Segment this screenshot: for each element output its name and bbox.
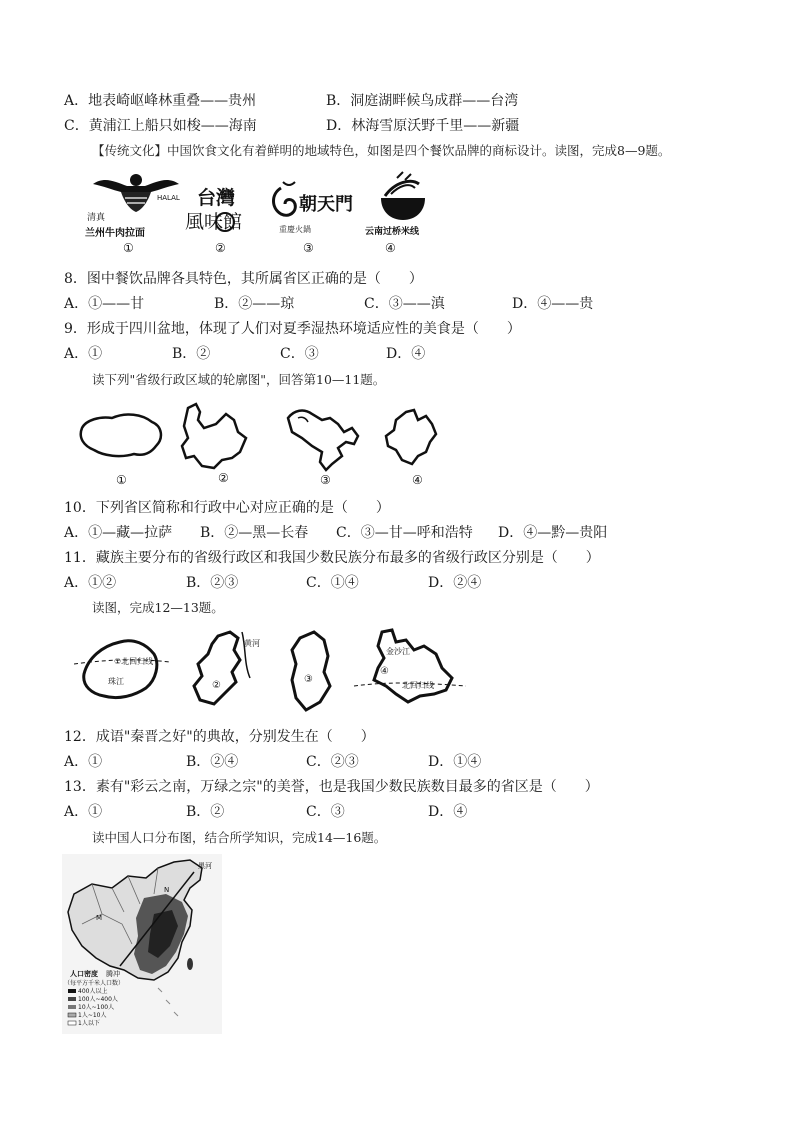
q10-option-d[interactable]: D．④—黔—贵阳	[498, 525, 608, 541]
map-4-river-label: 金沙江	[386, 647, 410, 656]
province-outlines-figure	[76, 398, 456, 490]
map-4-tropic-label: 北回归线	[402, 681, 434, 690]
q9-option-a[interactable]: A．①	[64, 346, 103, 362]
map-2-number: ②	[212, 680, 221, 691]
map-1-tropic-label: ①北回归线	[114, 657, 154, 666]
logo-1-lanzhou-noodle	[85, 174, 180, 255]
q10-option-c[interactable]: C．③—甘—呼和浩特	[336, 525, 473, 541]
logo-2-top: 台灣	[197, 187, 236, 209]
q9-stem: 9．形成于四川盆地，体现了人们对夏季湿热环境适应性的美食是（ ）	[64, 321, 521, 337]
label-heihe: 黑河	[198, 862, 212, 870]
q9-option-b[interactable]: B．②	[172, 346, 211, 362]
provinces-map-figure	[74, 624, 474, 720]
q8-option-b[interactable]: B．②——琼	[214, 296, 295, 312]
label-n: N	[164, 886, 170, 894]
q10-stem: 10．下列省区简称和行政中心对应正确的是（ ）	[64, 500, 390, 516]
q12-option-c[interactable]: C．②③	[306, 754, 359, 770]
legend-item-5: 1人以下	[78, 1020, 100, 1027]
map-2-river-label: 黄河	[244, 639, 260, 648]
outline-2-heilongjiang	[182, 404, 246, 485]
logos-figure	[85, 168, 445, 260]
q11-option-d[interactable]: D．②④	[428, 575, 482, 591]
logo-3-sub: 重慶火鍋	[279, 225, 311, 234]
q13-option-c[interactable]: C．③	[306, 804, 345, 820]
q12-option-b[interactable]: B．②④	[186, 754, 239, 770]
map-4-yunnan	[354, 630, 466, 702]
map-3-number: ③	[304, 674, 313, 685]
logo-1-name: 兰州牛肉拉面	[85, 228, 145, 239]
map-1-river-label: 珠江	[108, 677, 124, 686]
q7-option-c[interactable]: C．黄浦江上船只如梭——海南	[64, 118, 257, 134]
population-map-figure	[62, 854, 222, 1034]
q13-option-a[interactable]: A．①	[64, 804, 103, 820]
map-3-shanxi	[292, 632, 330, 710]
q7-option-b[interactable]: B．洞庭湖畔候鸟成群——台湾	[326, 93, 519, 109]
legend-item-2: 100人~400人	[78, 996, 118, 1003]
q11-option-a[interactable]: A．①②	[64, 575, 117, 591]
outline-1-tibet	[81, 415, 161, 487]
logo-2-number: ②	[215, 241, 226, 255]
label-tengchong: 腾冲	[106, 970, 120, 978]
q12-stem: 12．成语"秦晋之好"的典故，分别发生在（ ）	[64, 729, 375, 745]
q8-option-c[interactable]: C．③——滇	[364, 296, 445, 312]
q11-option-c[interactable]: C．①④	[306, 575, 359, 591]
q10-option-b[interactable]: B．②—黑—长春	[200, 525, 309, 541]
q9-option-c[interactable]: C．③	[280, 346, 319, 362]
outline-3-number: ③	[320, 473, 331, 487]
q7-option-d[interactable]: D．林海雪原沃野千里——新疆	[326, 118, 520, 134]
outline-3-inner-mongolia	[288, 411, 358, 487]
intro-10-11: 读下列"省级行政区域的轮廓图"，回答第10—11题。	[92, 372, 386, 387]
outline-4-number: ④	[412, 473, 423, 487]
q13-stem: 13．素有"彩云之南，万绿之宗"的美誉，也是我国少数民族数目最多的省区是（ ）	[64, 779, 599, 795]
q12-option-d[interactable]: D．①④	[428, 754, 482, 770]
logo-1-qingzhen: 清真	[87, 213, 106, 223]
q13-option-b[interactable]: B．②	[186, 804, 225, 820]
intro-8-9: 【传统文化】中国饮食文化有着鲜明的地域特色，如图是四个餐饮品牌的商标设计。读图，完成8—9题。	[92, 143, 671, 158]
legend-item-4: 1人~10人	[78, 1012, 107, 1019]
logo-4-name: 云南过桥米线	[365, 227, 420, 237]
map-1-guangdong	[74, 641, 170, 698]
intro-12-13: 读图，完成12—13题。	[92, 600, 224, 615]
q9-option-d[interactable]: D．④	[386, 346, 426, 362]
logo-4-yunnan-rice-noodle	[365, 172, 425, 255]
logo-3-chaotianmen	[274, 182, 354, 255]
outline-2-number: ②	[218, 471, 229, 485]
outline-1-number: ①	[116, 473, 127, 487]
q11-option-b[interactable]: B．②③	[186, 575, 239, 591]
logo-1-number: ①	[123, 241, 134, 255]
legend-unit: （每平方千米人口数）	[64, 980, 125, 987]
q8-stem: 8．图中餐饮品牌各具特色，其所属省区正确的是（ ）	[64, 271, 423, 287]
map-4-number: ④	[380, 666, 389, 677]
legend-item-1: 400人以上	[78, 988, 108, 995]
logo-3-number: ③	[303, 241, 314, 255]
q10-option-a[interactable]: A．①—藏—拉萨	[64, 525, 173, 541]
intro-14-16: 读中国人口分布图，结合所学知识，完成14—16题。	[92, 830, 387, 845]
outline-4-yunnan	[386, 410, 436, 487]
legend-item-3: 10人~100人	[78, 1004, 115, 1011]
logo-1-halal: HALAL	[157, 194, 180, 202]
q12-option-a[interactable]: A．①	[64, 754, 103, 770]
q8-option-d[interactable]: D．④——贵	[512, 296, 594, 312]
map-2-shaanxi	[194, 632, 260, 704]
q11-stem: 11．藏族主要分布的省级行政区和我国少数民族分布最多的省级行政区分别是（ ）	[64, 550, 600, 566]
legend-title: 人口密度	[70, 970, 98, 978]
logo-2-bottom: 風味館	[185, 211, 243, 233]
q8-option-a[interactable]: A．①——甘	[64, 296, 145, 312]
logo-3-main: 朝天門	[299, 194, 353, 215]
logo-4-number: ④	[385, 241, 396, 255]
label-m: M	[96, 914, 103, 922]
logo-2-taiwan-flavor	[185, 186, 242, 255]
q13-option-d[interactable]: D．④	[428, 804, 468, 820]
q7-option-a[interactable]: A．地表崎岖峰林重叠——贵州	[64, 93, 257, 109]
